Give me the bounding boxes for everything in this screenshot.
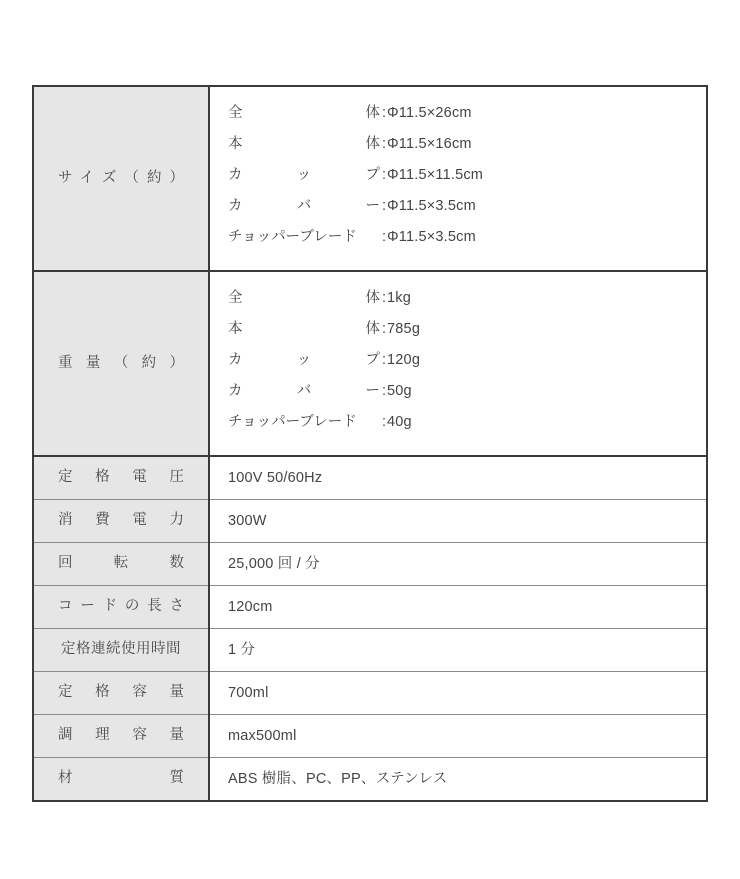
spec-item-value: Φ11.5×16cm xyxy=(387,136,472,152)
spec-item-separator: : xyxy=(382,229,387,245)
spec-value-cell xyxy=(209,86,707,271)
spec-label-cell xyxy=(33,715,209,758)
spec-item-value: Φ11.5×26cm xyxy=(387,105,472,121)
spec-label-cell xyxy=(33,543,209,586)
spec-label-cell xyxy=(33,672,209,715)
spec-item-name: 全体 xyxy=(228,105,380,121)
spec-label: 回転数 xyxy=(58,555,184,572)
spec-item xyxy=(228,410,706,441)
spec-item-name: カップ xyxy=(228,167,380,183)
spec-item-separator: : xyxy=(382,105,387,121)
spec-item-separator: : xyxy=(382,383,387,399)
spec-value-cell xyxy=(209,629,707,672)
spec-value: ABS 樹脂、PC、PP、ステンレス xyxy=(228,771,448,787)
spec-item xyxy=(228,101,706,132)
spec-label-cell xyxy=(33,86,209,271)
spec-label: 定格連続使用時間 xyxy=(61,641,181,658)
spec-item xyxy=(228,379,706,410)
spec-label: 調理容量 xyxy=(58,727,184,744)
spec-item xyxy=(228,132,706,163)
spec-value-cell xyxy=(209,586,707,629)
spec-value-cell xyxy=(209,543,707,586)
spec-item-separator: : xyxy=(382,352,387,368)
spec-item-name: カバー xyxy=(228,198,380,214)
spec-value: 700ml xyxy=(228,685,269,701)
spec-value: 1 分 xyxy=(228,642,256,658)
spec-value: 120cm xyxy=(228,599,273,615)
spec-item xyxy=(228,348,706,379)
spec-value-cell xyxy=(209,500,707,543)
spec-item-separator: : xyxy=(382,414,387,430)
table-row xyxy=(33,543,707,586)
spec-item xyxy=(228,163,706,194)
spec-item xyxy=(228,286,706,317)
spec-label: 重量（約） xyxy=(58,354,184,371)
spec-item-value: 50g xyxy=(387,383,412,399)
spec-item-separator: : xyxy=(382,167,387,183)
spec-item-name: 本体 xyxy=(228,136,380,152)
spec-item-name: 全体 xyxy=(228,290,380,306)
table-row xyxy=(33,271,707,456)
specification-table-body xyxy=(33,86,707,801)
spec-item-value: 1kg xyxy=(387,290,412,306)
spec-item-value: 120g xyxy=(387,352,421,368)
spec-item-separator: : xyxy=(382,321,387,337)
spec-item-name: カップ xyxy=(228,352,380,368)
spec-label-cell xyxy=(33,629,209,672)
spec-label-cell xyxy=(33,758,209,802)
spec-value: 25,000 回 / 分 xyxy=(228,556,320,572)
spec-item-value: 785g xyxy=(387,321,421,337)
spec-item-separator: : xyxy=(382,290,387,306)
spec-label: 定格容量 xyxy=(58,684,184,701)
specification-table-container xyxy=(32,85,708,802)
specification-table xyxy=(32,85,708,802)
spec-value-cell xyxy=(209,715,707,758)
spec-item-value: Φ11.5×3.5cm xyxy=(387,198,476,214)
spec-value-cell xyxy=(209,672,707,715)
spec-item-separator: : xyxy=(382,136,387,152)
spec-label: 定格電圧 xyxy=(58,469,184,486)
table-row xyxy=(33,715,707,758)
spec-item xyxy=(228,225,706,256)
spec-item-name: チョッパーブレード xyxy=(228,229,357,245)
spec-item-separator: : xyxy=(382,198,387,214)
spec-item-value: 40g xyxy=(387,414,412,430)
spec-item xyxy=(228,317,706,348)
spec-label: 消費電力 xyxy=(58,512,184,529)
spec-value-cell xyxy=(209,758,707,802)
table-row xyxy=(33,586,707,629)
spec-item-value: Φ11.5×3.5cm xyxy=(387,229,476,245)
spec-label: サイズ（約） xyxy=(58,169,184,186)
spec-value: max500ml xyxy=(228,728,297,744)
table-row xyxy=(33,456,707,500)
spec-item-name: カバー xyxy=(228,383,380,399)
table-row xyxy=(33,500,707,543)
spec-label: コードの長さ xyxy=(58,598,184,615)
spec-label-cell xyxy=(33,586,209,629)
spec-item-value: Φ11.5×11.5cm xyxy=(387,167,484,183)
spec-item xyxy=(228,194,706,225)
spec-label-cell xyxy=(33,456,209,500)
spec-label-cell xyxy=(33,271,209,456)
table-row xyxy=(33,672,707,715)
spec-label-cell xyxy=(33,500,209,543)
spec-item-name: 本体 xyxy=(228,321,380,337)
spec-value: 300W xyxy=(228,513,267,529)
table-row xyxy=(33,629,707,672)
spec-label: 材質 xyxy=(58,770,184,787)
spec-value: 100V 50/60Hz xyxy=(228,470,323,486)
spec-item-name: チョッパーブレード xyxy=(228,414,357,430)
spec-value-cell xyxy=(209,456,707,500)
table-row xyxy=(33,758,707,802)
spec-value-cell xyxy=(209,271,707,456)
table-row xyxy=(33,86,707,271)
